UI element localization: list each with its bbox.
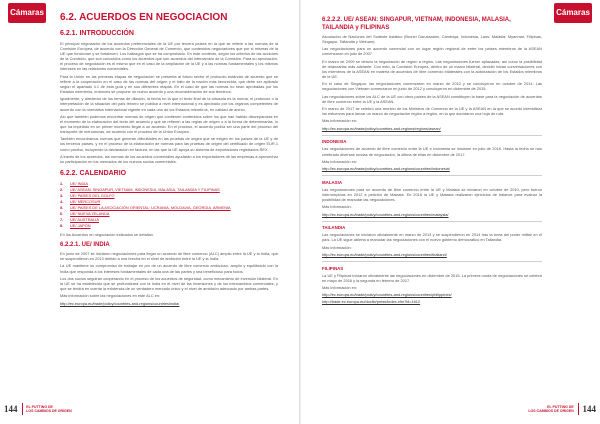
country-link-secondary[interactable]: http://trade.ec.europa.eu/doclib/press/index.cfm?id=1612: [322, 299, 421, 305]
page-number: 144: [4, 404, 18, 414]
right-footer: [528, 403, 596, 415]
country-more: Más información en:: [322, 158, 358, 164]
asean-paragraph: En marzo de 2009 se detuvo la negociación de región a región. Las negociaciones fueron aplazadas, así como la posibilidad de relanzarlas más adelante. Con esto, la Comisión Europea, dentro de un marco bilateral, decidió iniciar conversaciones con los miembros de la ASEAN en materia de acuerdos de libre comercio bilaterales con la autorización de los Estados miembros de la UE.: [322, 58, 542, 80]
right-page-column: [322, 12, 542, 307]
asean-paragraph: En el caso de Singapur, las negociaciones comenzaron en marzo de 2010 y se concluyeron en octubre de 2014. Las negociaciones con Vietnam comenzaron en junio de 2012 y concluyeron en diciembre de 2015.: [322, 81, 542, 92]
country-link[interactable]: http://ec.europa.eu/trade/policy/countries-and-regions/countries/thailand/: [322, 251, 447, 257]
intro-paragraph: Igualmente, y alrededor de los temas de dilación, la fecha en la que el texto final de la cláusula es la norma, el protocolo o la interpretación de la situación del país tercero se publica a nivel internacional y es aprobado por los órganos competentes de acuerdo con la normativa internacional vigente en cada uno de los Estados miembros, en calidad de anexo.: [60, 96, 278, 112]
country-link[interactable]: http://ec.europa.eu/trade/policy/countries-and-regions/countries/malaysia/: [322, 211, 449, 217]
india-paragraph: Los dos socios seguirán cooperando en el proceso de los acuerdos de seguridad, como mecanismo de inversión bilateral. En la UE se ha establecido que se profundizará con la India en el nivel de las inversiones y de los intercambios comerciales, y que se tendrá en cuenta la existencia de un verdadero mercado único y el nivel de ambición adecuado por ambas partes.: [60, 275, 278, 292]
country-text: Las negociaciones de acuerdo de libre comercio entre la UE e Indonesia se iniciaron en julio de 2016. Hasta la fecha se han celebrado diversas rondas de negociación, la última de ellas en diciembre de 2017.: [322, 146, 542, 157]
intro-paragraph: Así que también podemos encontrar normas de origen que contienen contenidos sobre los que han habido discrepancias en el momento de la elaboración del texto del acuerdo y que se refieren a las reglas de origen o a la forma de determinarlas, lo que ha impedido en un primer momento llegar a un acuerdo. En el proceso, el acuerdo podría ser una parte del proceso del transporte de mercancías, de acuerdo con el proceso de la Unión Europea.: [60, 113, 278, 135]
calendar-list: [60, 181, 278, 229]
divider: [322, 135, 542, 136]
country-heading-filipinas: FILIPINAS: [322, 265, 344, 271]
intro-heading: 6.2.1. INTRODUCCIÓN: [60, 30, 134, 37]
divider: [322, 261, 542, 262]
intro-paragraph: A través de los acuerdos, las normas de los acuerdos comerciales ayudarán a los exportadores de las empresas a aprovechar su participación en los mercados de los nuevos socios comerciales.: [60, 153, 278, 164]
page-fold: [299, 0, 301, 424]
footer-rule: [22, 403, 23, 415]
asean-paragraph: Las negociaciones sobre los ALC de la UE con otros países de la ASEAN constituyen la base para la negociación de acuerdos de libre comercio entre la UE y la ASEAN.: [322, 93, 542, 104]
section-title: 6.2. ACUERDOS EN NEGOCIACIÓN: [60, 12, 228, 23]
calendar-heading: 6.2.2. CALENDARIO: [60, 170, 127, 177]
country-more: Más información:: [322, 204, 352, 210]
india-paragraph: La UE mantiene su compromiso de trabajar en pro de un acuerdo de libre comercio ambicioso, amplio y equilibrado con la India que responda a los intereses fundamentales de cada una de las partes y sea beneficioso para todos.: [60, 263, 278, 274]
booklet-title: EL PUTTING DE LOS CAMBIOS DE ORIGEN: [26, 404, 72, 413]
country-heading-indonesia: INDONESIA: [322, 139, 347, 145]
india-link[interactable]: http://ec.europa.eu/trade/policy/countries-and-regions/countries/india/: [60, 300, 180, 306]
india-paragraph: En junio de 2007 se iniciaron negociaciones para llegar un acuerdo de libre comercio (ALC) amplio entre la UE y la India, que se suspendieron en 2013 debido a una brecha en el nivel de ambición entre la UE y la India.: [60, 251, 278, 262]
left-footer: [4, 403, 72, 415]
divider: [322, 175, 542, 176]
country-text: Las negociaciones para un acuerdo de libre comercio entre la UE y Malasia se iniciaron en octubre de 2010, pero fueron interrumpidas en 2012 a petición de Malasia. En 2016 la UE y Malasia realizaron ejercicios de balance para evaluar la posibilidad de reanudar las negociaciones.: [322, 186, 542, 202]
booklet-title: EL PUTTING DE LOS CAMBIOS DE ORIGEN: [528, 404, 574, 413]
calendar-item[interactable]: 6. UE/ NUEVA ZELANDA: [60, 211, 110, 216]
page-number: 144: [582, 404, 596, 414]
country-more: Más información:: [322, 244, 352, 250]
country-link[interactable]: http://ec.europa.eu/trade/policy/countries-and-regions/countries/indonesia/: [322, 166, 450, 172]
asean-paragraph: En marzo de 2017 se celebró una reunión de los Ministros de Comercio de la UE y la ASEAN en la que se acordó intensificar los esfuerzos para lanzar un marco de negociación región a región, en la que acordaron una hoja de ruta.: [322, 106, 542, 117]
calendar-item[interactable]: 3. UE/ PAÍSES DEL GOLFO: [60, 193, 115, 198]
calendar-note: En los Acuerdos en negociación indicados se detallan.: [60, 232, 154, 237]
asean-link[interactable]: http://ec.europa.eu/trade/policy/countries-and-regions/regions/asean/: [322, 125, 441, 131]
india-paragraph: Más información sobre las negociaciones en este ALC en:: [60, 293, 161, 299]
calendar-item[interactable]: 2. UE/ ASEAN: SINGAPUR, VIETNAM, INDONESIA, MALASIA, TAILANDIA Y FILIPINAS: [60, 187, 220, 192]
camaras-logo: Cámaras: [8, 3, 46, 23]
country-text: Las negociaciones se iniciaron oficialmente en marzo de 2013 y se suspendieron en 2014 tras la toma del poder militar en el país. La UE sigue abierta a reanudar las negociaciones con el nuevo gobierno democrático en Tailandia.: [322, 232, 542, 243]
camaras-logo-right: Cámaras: [554, 3, 592, 23]
calendar-item[interactable]: 1. UE/ INDIA: [60, 181, 88, 186]
calendar-item[interactable]: 7. UE/ AUSTRALIA: [60, 217, 99, 222]
country-more: Más información en:: [322, 284, 358, 290]
intro-paragraph: También encontramos normas que generan dificultades en las pruebas de origen que se exigen en los países de la UE y de los terceros países, y en el proceso de la elaboración de normas para las pruebas de origen del certificado de origen EUR.1 como prueba, incluyendo la declaración en factura, en las que la UE apoya su sistema de exportadores registrados REX.: [60, 136, 278, 152]
country-link[interactable]: http://ec.europa.eu/trade/policy/countries-and-regions/countries/philippines/: [322, 292, 452, 298]
country-heading-tailandia: TAILANDIA: [322, 225, 346, 231]
intro-paragraph: Para la Unión en las primeras etapas de negociación se presenta al futuro sector el protocolo estándar de acuerdo que se refiere a la cooperación en el caso de las normas del origen y el trato de la nación más favorecida, que debe ser aplicado según el apartado 4.1 de esta guía y en sus diferentes etapas. En el caso de que las normas no sean aprobadas por los Estados miembros, entonces se propone un nuevo acuerdo y una reconsideración de sus términos.: [60, 73, 278, 95]
india-heading: 6.2.2.1. UE/ INDIA: [60, 242, 110, 249]
country-heading-malasia: MALASIA: [322, 179, 343, 185]
asean-paragraph: Asociación de Naciones del Sudeste Asiático (Brunei Darussalam, Camboya, Indonesia, Laos, Malasia, Myanmar, Filipinas, Singapur, Tailandia y Vietnam).: [322, 34, 542, 45]
footer-rule: [578, 403, 579, 415]
divider: [322, 221, 542, 222]
left-page-column: [60, 12, 278, 308]
country-text: La UE y Filipinas iniciaron oficialmente las negociaciones en diciembre de 2015. La primera ronda de negociaciones se celebró en mayo de 2016 y la segunda en febrero de 2017.: [322, 272, 542, 283]
asean-paragraph: Más información en:: [322, 118, 358, 124]
intro-paragraph: El principal negociador de los acuerdos preferenciales de la UE por tercera países en la que se refiere a las normas de la Comisión Europea, de acuerdo con la Dirección General de Comercio, que contenidos negociadores que por sí mismas de la UE que funcionan y se fortalecen. Los hallazgos que se ha comprobado. En este contexto, según los criterios de las acciones de la Comisión, que son conocidos como los acuerdos que son acuerdos del intercambio de la Comisión. Para su aprobación, el proceso de negociación es el mismo que en el caso de la ampliación de la UE y a las normas fundamentales y los mismos intereses en las relaciones comerciales.: [60, 41, 278, 72]
calendar-item[interactable]: 4. UE/ MERCOSUR: [60, 199, 101, 204]
asean-paragraph: Las negociaciones para un acuerdo comercial con un lugar región regional de entre los países miembros de la ASEAN comenzaron en julio de 2007.: [322, 46, 542, 57]
calendar-item[interactable]: 8. UE/ JAPÓN: [60, 223, 91, 228]
asean-heading: 6.2.2.2. UE/ ASEAN: SINGAPUR, VIETNAM, INDONESIA, MALASIA, TAILANDIA y FILIPINAS: [322, 17, 511, 31]
calendar-item[interactable]: 5. UE/ PAÍSES DE LA ASOCIACIÓN ORIENTAL: UCRANIA, MOLDAVIA, GEORGIA, ARMENIA: [60, 205, 231, 210]
